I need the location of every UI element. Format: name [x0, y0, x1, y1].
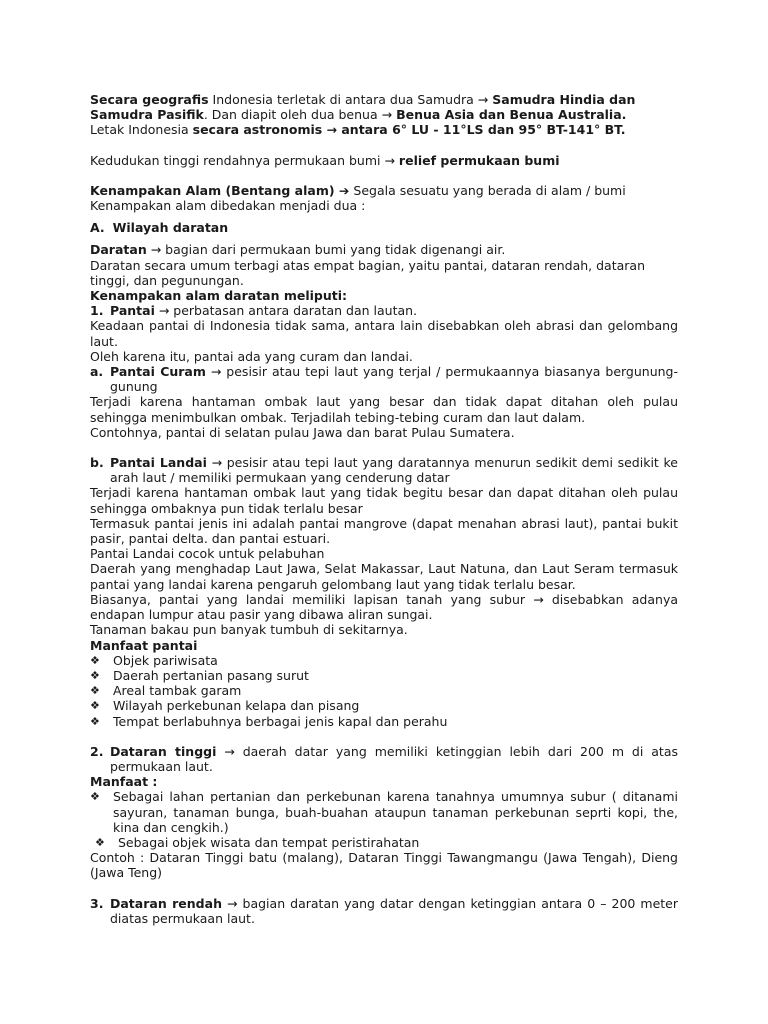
- document-body: [90, 92, 678, 926]
- diamond-bullet-icon: ❖: [90, 790, 100, 804]
- kenampakan-line-2: Kenampakan alam dibedakan menjadi dua :: [90, 198, 366, 214]
- bold-term: Samudra Hindia dan Samudra Pasifik: [90, 92, 636, 123]
- daratan-paragraph: Daratan secara umum terbagi atas empat bagian, yaitu pantai, dataran rendah, dataran tinggi, dan pegunungan.: [90, 257, 645, 288]
- list-item: [90, 653, 678, 668]
- list-item-text: Objek pariwisata: [113, 652, 218, 668]
- pantai-curam-paragraph-2: Contohnya, pantai di selatan pulau Jawa dan barat Pulau Sumatera.: [90, 424, 515, 440]
- list-number: 2.: [90, 743, 104, 759]
- text: → bagian daratan yang datar dengan ketinggian antara 0 – 200 meter diatas permukaan laut.: [110, 895, 678, 926]
- pantai-item: [90, 303, 678, 318]
- daratan-subheading: [90, 288, 678, 303]
- text: → daerah datar yang memiliki ketinggian lebih dari 200 m di atas permukaan laut.: [110, 743, 678, 774]
- pantai-paragraph-2: Oleh karena itu, pantai ada yang curam dan landai.: [90, 348, 413, 364]
- intro-geography: [90, 92, 678, 122]
- bold-term: Benua Asia dan Benua Australia.: [396, 107, 627, 123]
- list-number: 1.: [90, 303, 104, 319]
- dataran-rendah-item: [90, 896, 678, 926]
- kenampakan-line: [90, 183, 678, 198]
- text: → bagian dari permukaan bumi yang tidak digenangi air.: [146, 242, 506, 258]
- manfaat-heading: [90, 774, 678, 789]
- bold-term: Daratan: [90, 242, 147, 258]
- list-item: [90, 714, 678, 729]
- manfaat-dataran-tinggi-list-2: [90, 835, 678, 850]
- pantai-landai-paragraph-6: Tanaman bakau pun banyak tumbuh di sekitarnya.: [90, 622, 408, 638]
- pantai-curam-item: [90, 364, 678, 394]
- bold-term: Manfaat pantai: [90, 637, 198, 653]
- text: → pesisir atau tepi laut yang terjal / permukaannya biasanya bergunung-gunung: [110, 364, 678, 395]
- list-number: 3.: [90, 895, 104, 911]
- text: → perbatasan antara daratan dan lautan.: [154, 303, 418, 319]
- list-item-text: Areal tambak garam: [113, 683, 242, 699]
- intro-astronomy: [90, 122, 678, 137]
- pantai-paragraph-1: Keadaan pantai di Indonesia tidak sama, antara lain disebabkan oleh abrasi dan gelombang laut.: [90, 318, 678, 349]
- bold-term: Pantai: [110, 303, 155, 319]
- bold-term: Pantai Landai: [110, 455, 207, 471]
- pantai-landai-paragraph-4: Daerah yang menghadap Laut Jawa, Selat Makassar, Laut Natuna, dan Laut Seram termasuk pantai yang landai karena pengaruh gelombang laut yang tidak terlalu besar.: [90, 561, 678, 592]
- list-item-text: Sebagai lahan pertanian dan perkebunan karena tanahnya umumnya subur ( ditanami sayuran, tanaman bunga, buah-buahan ataupun tanaman perkebunan seprti kopi, the, kina dan cengkih.): [113, 789, 678, 835]
- bold-term: Kenampakan Alam (Bentang alam) ➔: [90, 182, 350, 198]
- diamond-bullet-icon: ❖: [95, 835, 105, 849]
- manfaat-pantai-list: [90, 653, 678, 729]
- daratan-definition: [90, 242, 678, 257]
- pantai-landai-paragraph-5: Biasanya, pantai yang landai memiliki lapisan tanah yang subur → disebabkan adanya endapan lumpur atau pasir yang dibawa aliran sungai.: [90, 591, 678, 623]
- list-item: [90, 683, 678, 698]
- manfaat-pantai-heading: [90, 638, 678, 653]
- diamond-bullet-icon: ❖: [90, 653, 100, 667]
- diamond-bullet-icon: ❖: [90, 668, 100, 682]
- section-title: Wilayah daratan: [112, 220, 229, 236]
- section-number: A.: [90, 220, 105, 236]
- section-a-heading: [90, 220, 678, 235]
- text: Segala sesuatu yang berada di alam / bumi: [349, 182, 626, 198]
- list-item-text: Wilayah perkebunan kelapa dan pisang: [113, 698, 360, 714]
- list-item: [90, 668, 678, 683]
- list-item-text: Daerah pertanian pasang surut: [113, 667, 309, 683]
- bold-term: Secara geografis: [90, 92, 209, 107]
- bold-term: Dataran rendah: [110, 895, 222, 911]
- text: Indonesia terletak di antara dua Samudra →: [208, 92, 493, 107]
- list-letter: a.: [90, 364, 104, 380]
- pantai-landai-paragraph-2: Termasuk pantai jenis ini adalah pantai mangrove (dapat menahan abrasi laut), pantai bukit pasir, pantai delta. dan pantai estuari.: [90, 515, 678, 547]
- pantai-landai-paragraph-3: Pantai Landai cocok untuk pelabuhan: [90, 546, 325, 562]
- contoh-dataran-tinggi: Contoh : Dataran Tinggi batu (malang), Dataran Tinggi Tawangmangu (Jawa Tengah), Dieng (Jawa Teng): [90, 850, 678, 881]
- list-item-text: Tempat berlabuhnya berbagai jenis kapal dan perahu: [113, 713, 448, 729]
- bold-term: Manfaat :: [90, 774, 158, 790]
- text: Kedudukan tinggi rendahnya permukaan bumi →: [90, 152, 399, 168]
- manfaat-dataran-tinggi-list: [90, 789, 678, 835]
- bold-term: relief permukaan bumi: [398, 152, 560, 168]
- list-letter: b.: [90, 455, 104, 471]
- diamond-bullet-icon: ❖: [90, 684, 100, 698]
- pantai-landai-paragraph-1: Terjadi karena hantaman ombak laut yang tidak begitu besar dan dapat ditahan oleh pulau sehingga ombaknya pun tidak terlalu besar: [90, 485, 678, 516]
- bold-term: Pantai Curam: [110, 364, 206, 380]
- diamond-bullet-icon: ❖: [90, 714, 100, 728]
- list-item: [90, 698, 678, 713]
- list-item: [90, 789, 678, 835]
- dataran-tinggi-item: [90, 744, 678, 774]
- list-item: [90, 835, 678, 850]
- pantai-curam-paragraph-1: Terjadi karena hantaman ombak laut yang besar dan tidak dapat ditahan oleh pulau sehingga menimbulkan ombak. Terjadilah tebing-tebing curam dan laut dalam.: [90, 394, 678, 425]
- bold-term: secara astronomis → antara 6° LU - 11°LS dan 95° BT-141° BT.: [192, 122, 626, 138]
- bold-term: Kenampakan alam daratan meliputi:: [90, 288, 348, 304]
- pantai-landai-item: [90, 455, 678, 485]
- diamond-bullet-icon: ❖: [90, 699, 100, 713]
- bold-term: Dataran tinggi: [110, 743, 217, 759]
- list-item-text: Sebagai objek wisata dan tempat peristirahatan: [118, 834, 420, 850]
- relief-line: [90, 153, 678, 168]
- text: . Dan diapit oleh dua benua →: [203, 107, 397, 123]
- text: Letak Indonesia: [90, 122, 193, 138]
- text: → pesisir atau tepi laut yang daratannya menurun sedikit demi sedikit ke arah laut / memiliki permukaan yang cenderung datar: [110, 455, 678, 486]
